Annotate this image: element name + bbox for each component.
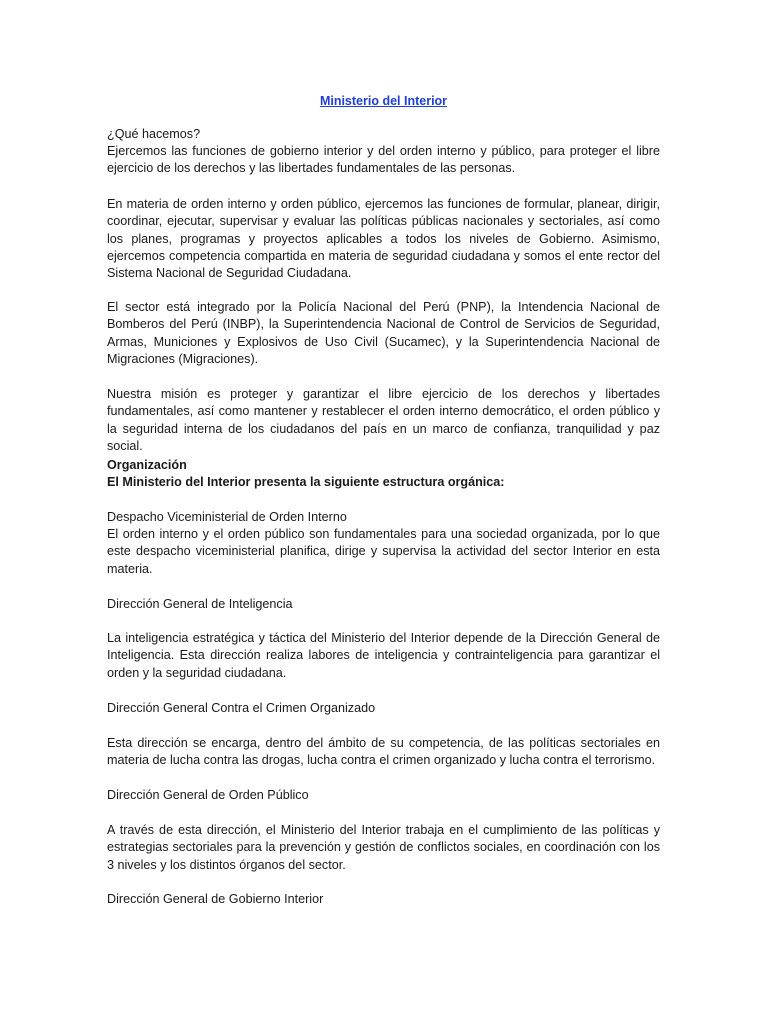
despacho-heading: Despacho Viceministerial de Orden Interno [107, 510, 347, 524]
organizacion-heading: Organización [107, 458, 187, 472]
despacho-paragraph: El orden interno y el orden público son fundamentales para una sociedad organizada, por lo que este despacho viceministerial planifica, dirige y supervisa la actividad del sector Interior en esta materia. [107, 527, 660, 576]
que-hacemos-paragraph: Ejercemos las funciones de gobierno interior y del orden interno y público, para proteger el libre ejercicio de los derechos y las libertades fundamentales de las personas. [107, 144, 660, 176]
orden-publico-paragraph: A través de esta dirección, el Ministerio del Interior trabaja en el cumplimiento de las políticas y estrategias sectoriales para la prevención y gestión de conflictos sociales, en coordinación con los 3 niveles y los distintos órganos del sector. [107, 823, 660, 872]
mision-paragraph: Nuestra misión es proteger y garantizar el libre ejercicio de los derechos y libertades fundamentales, así como mantener y restablecer el orden interno democrático, el orden público y la seguridad interna de los ciudadanos del país en un marco de confianza, tranquilidad y paz social. [107, 387, 660, 453]
crimen-heading: Dirección General Contra el Crimen Organizado [107, 701, 376, 715]
que-hacemos-heading: ¿Qué hacemos? [107, 127, 201, 141]
orden-publico-heading: Dirección General de Orden Público [107, 788, 309, 802]
organizacion-subheading: El Ministerio del Interior presenta la siguiente estructura orgánica: [107, 475, 505, 489]
inteligencia-paragraph: La inteligencia estratégica y táctica del Ministerio del Interior depende de la Dirección General de Inteligencia. Esta dirección realiza labores de inteligencia y contrainteligencia para garantizar el orden y la seguridad ciudadana. [107, 631, 660, 680]
document-title-link[interactable]: Ministerio del Interior [319, 94, 448, 108]
sector-paragraph: El sector está integrado por la Policía Nacional del Perú (PNP), la Intendencia Nacional de Bomberos del Perú (INBP), la Superintendencia Nacional de Control de Servicios de Seguridad, Armas, Municiones y Explosivos de Uso Civil (Sucamec), y la Superintendencia Nacional de Migraciones (Migraciones). [107, 300, 660, 366]
inteligencia-heading: Dirección General de Inteligencia [107, 597, 293, 611]
title-container [107, 92, 660, 110]
crimen-paragraph: Esta dirección se encarga, dentro del ámbito de su competencia, de las políticas sectoriales en materia de lucha contra las drogas, lucha contra el crimen organizado y lucha contra el terrorismo. [107, 736, 660, 768]
gobierno-interior-heading: Dirección General de Gobierno Interior [107, 892, 324, 906]
materia-paragraph: En materia de orden interno y orden público, ejercemos las funciones de formular, planear, dirigir, coordinar, ejecutar, supervisar y evaluar las políticas públicas nacionales y sectoriales, así como los planes, programas y proyectos aplicables a todos los niveles de Gobierno. Asimismo, ejercemos competencia compartida en materia de seguridad ciudadana y somos el ente rector del Sistema Nacional de Seguridad Ciudadana. [107, 197, 660, 281]
